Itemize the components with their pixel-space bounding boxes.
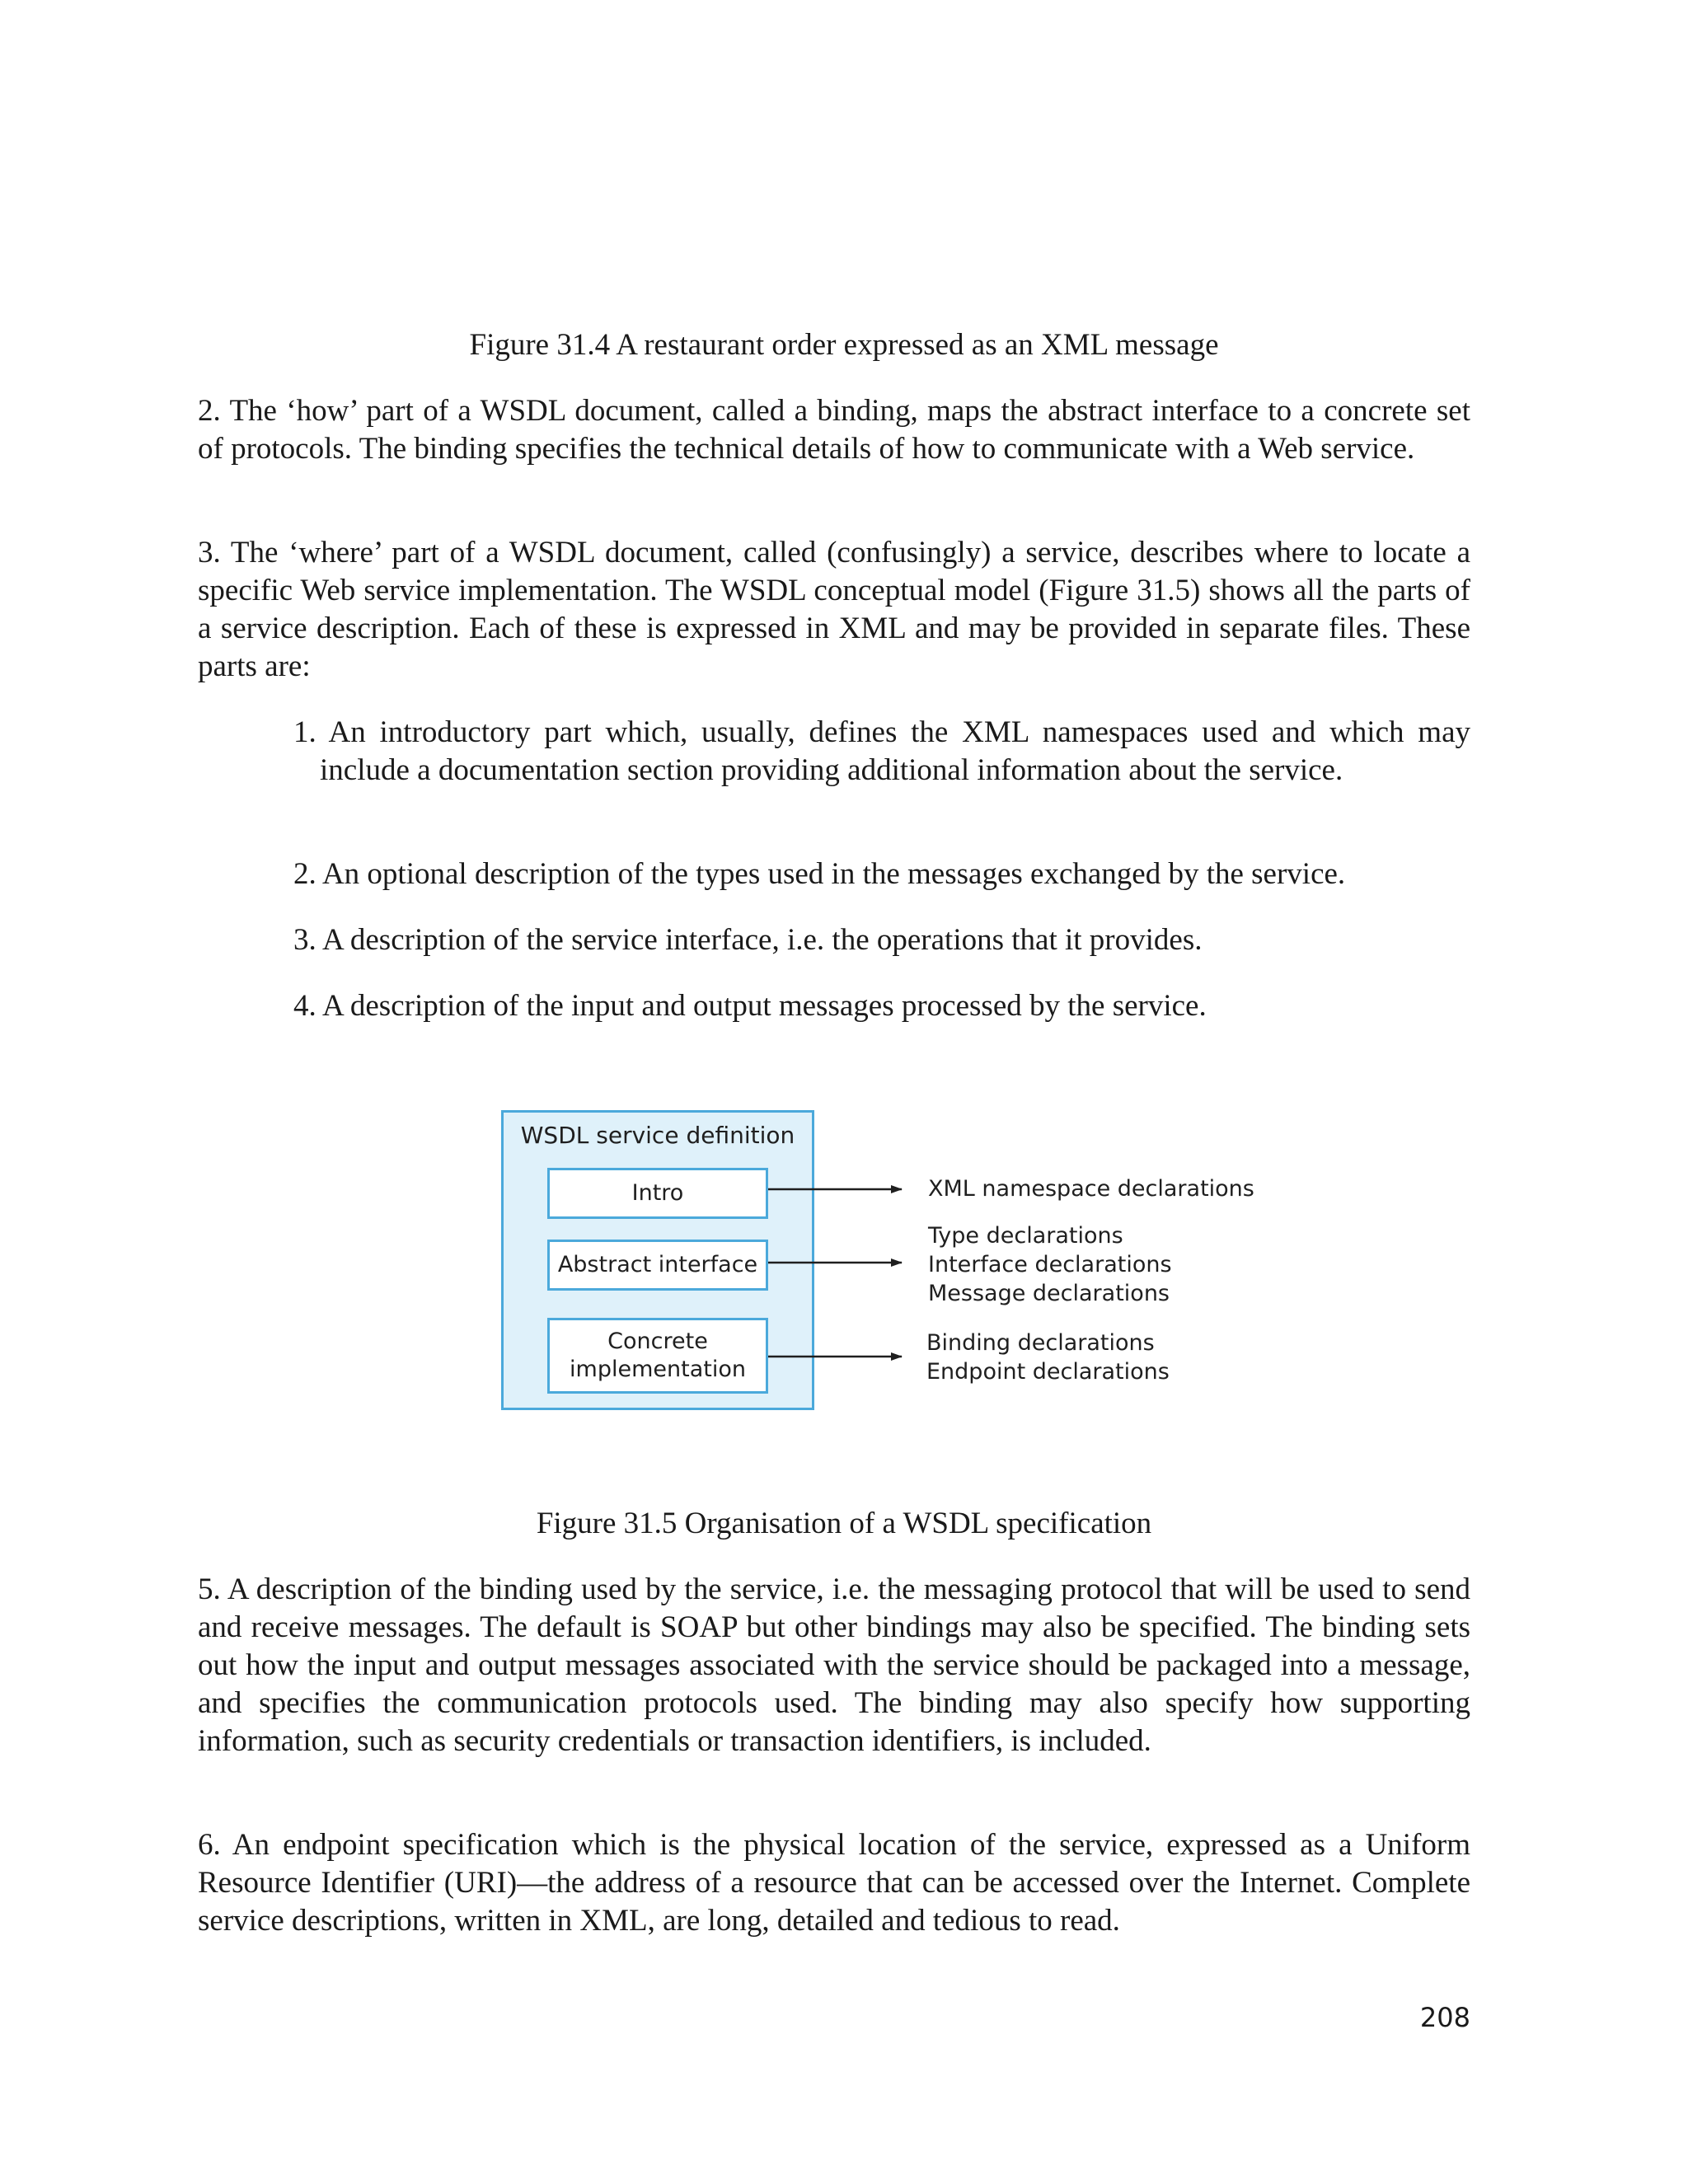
intro-box-label: Intro (631, 1180, 684, 1206)
list-item-4: 4. A description of the input and output messages processed by the service. (293, 989, 1207, 1023)
figure-31-5-caption: Figure 31.5 Organisation of a WSDL specification (536, 1507, 1152, 1540)
abstract-interface-box-label: Abstract interface (557, 1252, 758, 1277)
paragraph-3: 3. The ‘where’ part of a WSDL document, called (confusingly) a service, describes where to locate a specific Web service implementation. The WSDL conceptual model (Figure 31.5) shows all the parts of a service description. Each of these is expressed in XML and may be provided in separate files. These parts are: (198, 536, 1470, 683)
list-item-2: 2. An optional description of the types used in the messages exchanged by the service. (293, 857, 1346, 891)
type-declarations-label: Type declarations (928, 1223, 1123, 1249)
list-item-1: 1. An introductory part which, usually, defines the XML namespaces used and which may include a documentation section providing additional information about the service. (293, 715, 1470, 787)
xml-namespace-declarations-label: XML namespace declarations (928, 1176, 1254, 1202)
list-item-3: 3. A description of the service interface, i.e. the operations that it provides. (293, 923, 1203, 957)
binding-declarations-label: Binding declarations (926, 1330, 1155, 1356)
interface-declarations-label: Interface declarations (928, 1252, 1172, 1277)
concrete-implementation-label-line1: Concrete (607, 1329, 708, 1354)
endpoint-declarations-label: Endpoint declarations (926, 1359, 1170, 1385)
wsdl-service-definition-title: WSDL service definition (520, 1122, 795, 1149)
paragraph-5: 5. A description of the binding used by the service, i.e. the messaging protocol that will be used to send and receive messages. The default is SOAP but other bindings may also be specified. The binding sets out how the input and output messages associated with the service should be packaged into a message, and specifies the communication protocols used. The binding may also specify how supporting information, such as security credentials or transaction identifiers, is included. (198, 1572, 1470, 1758)
figure-31-4-caption: Figure 31.4 A restaurant order expressed as an XML message (469, 328, 1219, 362)
page-number: 208 (1419, 2002, 1470, 2033)
message-declarations-label: Message declarations (928, 1281, 1170, 1306)
concrete-implementation-label-line2: implementation (570, 1357, 746, 1382)
paragraph-2: 2. The ‘how’ part of a WSDL document, called a binding, maps the abstract interface to a concrete set of protocols. The binding specifies the technical details of how to communicate with a Web service. (198, 394, 1470, 466)
paragraph-6: 6. An endpoint specification which is the physical location of the service, expressed as a Uniform Resource Identifier (URI)—the address of a resource that can be accessed over the Internet. Complete service descriptions, written in XML, are long, detailed and tedious to read. (198, 1828, 1470, 1938)
